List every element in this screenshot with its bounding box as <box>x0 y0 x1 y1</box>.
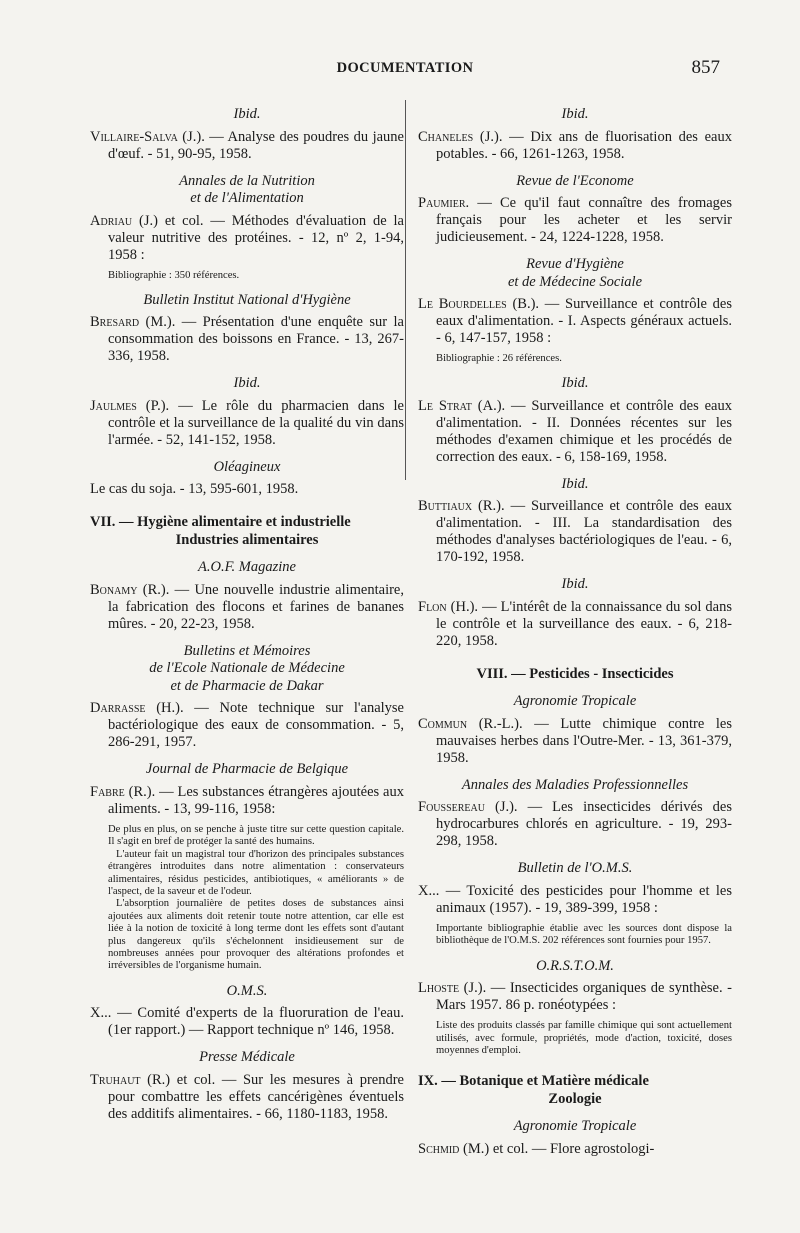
journal-heading <box>418 693 732 711</box>
journal-heading-line: Annales de la Nutrition <box>179 172 315 189</box>
journal-heading-line: Ibid. <box>561 576 589 593</box>
journal-heading <box>418 173 732 191</box>
entry-text: X... — Toxicité des pesticides pour l'homme et les animaux (1957). - 19, 389-399, 1958 : <box>418 882 732 916</box>
journal-heading-line: Journal de Pharmacie de Belgique <box>145 761 349 778</box>
journal-heading <box>418 860 732 878</box>
entry-author: Fabre <box>90 783 125 800</box>
entry-author: Adriau <box>90 212 133 229</box>
bibliography-entry <box>90 1005 404 1039</box>
bibliography-entry <box>418 296 732 347</box>
journal-heading <box>90 983 404 1001</box>
entry-text: — Une nouvelle industrie alimentaire, la fabrication des flocons et farines de bananes mûres. - 20, 22-23, 1958. <box>108 581 404 632</box>
page-number: 857 <box>691 57 720 78</box>
entry-author: Lhoste <box>418 980 460 997</box>
entry-initials: (H.). <box>446 598 479 615</box>
entry-initials: (B.). <box>506 296 540 312</box>
entry-text: — Présentation d'une enquête sur la consommation des boissons en France. - 13, 267-336, 1958. <box>108 314 404 365</box>
journal-heading <box>418 256 732 291</box>
bibliography-entry <box>90 129 404 163</box>
bibliography-entry <box>90 700 404 751</box>
journal-heading <box>418 375 732 393</box>
bibliography-entry <box>90 582 404 633</box>
entry-initials: (R.-L.). <box>467 715 523 732</box>
journal-heading <box>90 761 404 779</box>
section-title: — Botanique et Matière médicale <box>441 1073 649 1090</box>
entry-text: — Insecticides organiques de synthèse. - Mars 1957. 86 p. ronéotypées : <box>436 980 732 1014</box>
entry-text: — Les substances étrangères ajoutées aux aliments. - 13, 99-116, 1958: <box>108 783 404 817</box>
annotation-paragraph: L'absorption journalière de petites doses de substances ainsi ajoutées aux aliments doit retenir toute notre attention, car elle est liée à la notion de toxicité à long terme dont les effets sont d'autant plus dangereux qu'ils s'échelonnent insidieusement sur de nombreuses années pour provoquer des altérations profondes et irréversibles de l'organisme humain. <box>108 898 404 972</box>
journal-heading-line: Ibid. <box>233 375 261 392</box>
entry-initials: (J.). <box>473 128 503 145</box>
journal-heading-line: Presse Médicale <box>199 1049 295 1066</box>
entry-author: Le Bourdelles <box>418 296 507 312</box>
right-column <box>418 96 732 1164</box>
entry-text: — Le rôle du pharmacien dans le contrôle et la surveillance de la qualité du vin dans l'armée. - 52, 141-152, 1958. <box>108 397 404 448</box>
journal-heading-line: Bulletins et Mémoires <box>183 642 311 659</box>
journal-heading-line: Annales des Maladies Professionnelles <box>461 776 689 793</box>
bibliography-entry <box>90 398 404 449</box>
entry-annotation <box>418 923 732 948</box>
entry-initials: (J.). <box>459 980 487 997</box>
running-header <box>90 57 720 86</box>
section-subtitle: Zoologie <box>548 1090 602 1107</box>
section-number: VII. <box>90 514 116 531</box>
entry-author: Buttiaux <box>418 498 473 515</box>
entry-initials: (M.). <box>139 314 176 331</box>
entry-initials: (J.). <box>177 128 205 145</box>
entry-annotation <box>90 270 404 282</box>
annotation-paragraph: Liste des produits classés par famille chimique qui sont actuellement utilisés, avec formule, propriétés, mode d'action, toxicité, doses moyennes d'emploi. <box>436 1020 732 1057</box>
journal-heading <box>90 559 404 577</box>
journal-heading <box>90 1049 404 1067</box>
journal-heading-line: Agronomie Tropicale <box>513 693 637 710</box>
section-heading <box>90 514 404 549</box>
entry-initials: (R.). <box>124 783 156 800</box>
journal-heading <box>418 576 732 594</box>
bibliography-entry <box>418 599 732 650</box>
entry-author: Villaire-Salva <box>90 128 178 145</box>
entry-author: Bonamy <box>90 581 138 598</box>
entry-author: Foussereau <box>418 799 485 816</box>
entry-initials: (R.). <box>137 581 170 598</box>
entry-annotation <box>90 824 404 973</box>
bibliography-entry <box>418 883 732 917</box>
bibliography-entry <box>418 980 732 1014</box>
section-heading <box>418 666 732 684</box>
column-divider <box>405 100 406 480</box>
entry-text: — Note technique sur l'analyse bactériologique des eaux de consommation. - 5, 286-291, 1957. <box>108 700 404 751</box>
journal-heading-line: Oléagineux <box>213 458 281 475</box>
section-title: — Pesticides - Insecticides <box>511 665 674 682</box>
entry-author: Paumier. <box>418 195 470 211</box>
annotation-paragraph: L'auteur fait un magistral tour d'horizon des principales substances étrangères introduites dans notre alimentation : conservateurs alimentaires, résidus pesticides, antibiotiques, « améliorants » de l'aspect, de la saveur et de l'odeur. <box>108 848 404 897</box>
entry-author: Commun <box>418 715 468 732</box>
entry-text: X... — Comité d'experts de la fluoruration de l'eau. (1er rapport.) — Rapport technique nº 146, 1958. <box>90 1005 404 1039</box>
bibliography-entry <box>418 398 732 466</box>
journal-heading <box>90 106 404 124</box>
journal-heading-line: Ibid. <box>233 106 261 122</box>
journal-heading-line: de l'Ecole Nationale de Médecine <box>149 660 345 677</box>
entry-annotation <box>418 1020 732 1057</box>
journal-heading <box>418 777 732 795</box>
bibliography-entry <box>90 784 404 818</box>
entry-author: Jaulmes <box>90 397 137 414</box>
journal-heading-line: Bulletin Institut National d'Hygiène <box>143 291 351 308</box>
journal-heading-line: et de l'Alimentation <box>190 190 304 206</box>
bibliography-entry <box>418 129 732 163</box>
header-title: DOCUMENTATION <box>336 60 474 76</box>
journal-heading <box>418 476 732 494</box>
annotation-paragraph: Importante bibliographie établie avec les sources dont dispose la bibliothèque de l'O.M.S. 202 références sont fournies pour 1957. <box>436 922 732 947</box>
entry-initials: (A.). <box>471 397 506 414</box>
entry-text: Le cas du soja. - 13, 595-601, 1958. <box>90 481 299 498</box>
journal-heading-line: Ibid. <box>561 375 589 392</box>
journal-heading <box>90 459 404 477</box>
entry-text: — Surveillance et contrôle des eaux d'alimentation. - I. Aspects généraux actuels. - 6, 147-157, 1958 : <box>436 296 733 346</box>
journal-heading-line: Revue d'Hygiène <box>526 256 624 272</box>
bibliography-entry <box>418 799 732 850</box>
journal-heading <box>90 375 404 393</box>
entry-text: — Surveillance et contrôle des eaux d'alimentation. - II. Données récentes sur les méthodes d'examen chimique et les procédés de correction des eaux. - 6, 158-169, 1958. <box>436 397 732 465</box>
section-subtitle: Industries alimentaires <box>175 531 319 548</box>
left-column <box>90 96 404 1129</box>
entry-initials: (R.). <box>472 498 505 515</box>
section-number: IX. <box>418 1073 438 1090</box>
journal-heading-line: Ibid. <box>561 475 589 492</box>
entry-annotation <box>418 353 732 365</box>
entry-author: Le Strat <box>418 397 472 414</box>
entry-author: Flon <box>418 598 447 615</box>
section-heading <box>418 1073 732 1108</box>
entry-text: et col. — Sur les mesures à prendre pour combattre les effets cancérigènes éventuels des additifs alimentaires. - 66, 1180-1183, 1958. <box>108 1071 404 1122</box>
bibliography-entry <box>418 195 732 246</box>
entry-author: Truhaut <box>90 1071 141 1088</box>
entry-initials: (M.) <box>459 1140 490 1157</box>
journal-heading <box>418 106 732 124</box>
entry-text: — L'intérêt de la connaissance du sol dans le contrôle et la surveillance des eaux. - 6, 218-220, 1958. <box>436 598 732 649</box>
section-title: — Hygiène alimentaire et industrielle <box>119 514 351 531</box>
bibliography-entry <box>90 481 404 498</box>
section-number: VIII. <box>476 665 508 682</box>
bibliography-entry <box>90 314 404 365</box>
entry-initials: (R.) <box>140 1071 171 1088</box>
journal-heading-line: O.R.S.T.O.M. <box>536 957 614 974</box>
bibliography-entry <box>418 716 732 767</box>
entry-initials: (H.). <box>145 700 184 717</box>
entry-author: Darrasse <box>90 700 146 717</box>
journal-heading <box>418 958 732 976</box>
annotation-paragraph: Bibliographie : 26 références. <box>436 353 562 364</box>
journal-heading <box>418 1118 732 1136</box>
journal-heading-line: A.O.F. Magazine <box>197 559 296 576</box>
entry-text: — Lutte chimique contre les mauvaises herbes dans l'Outre-Mer. - 13, 361-379, 1958. <box>436 715 733 766</box>
journal-heading-line: et de Médecine Sociale <box>507 273 643 290</box>
journal-heading-line: Revue de l'Econome <box>516 172 634 189</box>
entry-text: — Surveillance et contrôle des eaux d'alimentation. - III. La standardisation des méthodes d'analyses bactériologiques de l'eau. - 6, 170-192, 1958. <box>436 498 732 566</box>
journal-heading-line: Bulletin de l'O.M.S. <box>517 860 633 877</box>
entry-text: et col. — Flore agrostologi- <box>489 1140 655 1157</box>
entry-initials: (J.) <box>132 212 158 229</box>
annotation-paragraph: De plus en plus, on se penche à juste titre sur cette question capitale. Il s'agit en bref de protéger la santé des humains. <box>108 823 404 848</box>
entry-text: et col. — Méthodes d'évaluation de la valeur nutritive des protéines. - 12, nº 2, 1-94, 1958 : <box>108 212 404 263</box>
bibliography-entry <box>418 498 732 566</box>
entry-text: — Ce qu'il faut connaître des fromages français pour les acheter et les servir judicieusement. - 24, 1224-1228, 1958. <box>436 195 732 245</box>
entry-author: Schmid <box>418 1140 460 1157</box>
entry-initials: (J.). <box>484 799 518 816</box>
bibliography-entry <box>90 213 404 264</box>
journal-heading <box>90 292 404 310</box>
entry-text: — Les insecticides dérivés des hydrocarbures chlorés en agriculture. - 19, 293-298, 1958. <box>436 799 732 850</box>
entry-author: Chaneles <box>418 128 474 145</box>
bibliography-entry <box>418 1141 732 1158</box>
entry-text: — Analyse des poudres du jaune d'œuf. - 51, 90-95, 1958. <box>108 128 404 162</box>
journal-heading <box>90 173 404 208</box>
entry-text: — Dix ans de fluorisation des eaux potables. - 66, 1261-1263, 1958. <box>436 128 732 162</box>
journal-heading-line: O.M.S. <box>226 982 268 999</box>
journal-heading-line: Ibid. <box>561 106 589 122</box>
entry-author: Bresard <box>90 314 140 331</box>
bibliography-entry <box>90 1072 404 1123</box>
journal-heading <box>90 643 404 696</box>
journal-heading-line: Agronomie Tropicale <box>513 1118 637 1135</box>
journal-heading-line: et de Pharmacie de Dakar <box>170 677 324 694</box>
annotation-paragraph: Bibliographie : 350 références. <box>108 269 240 281</box>
entry-initials: (P.). <box>136 397 170 414</box>
